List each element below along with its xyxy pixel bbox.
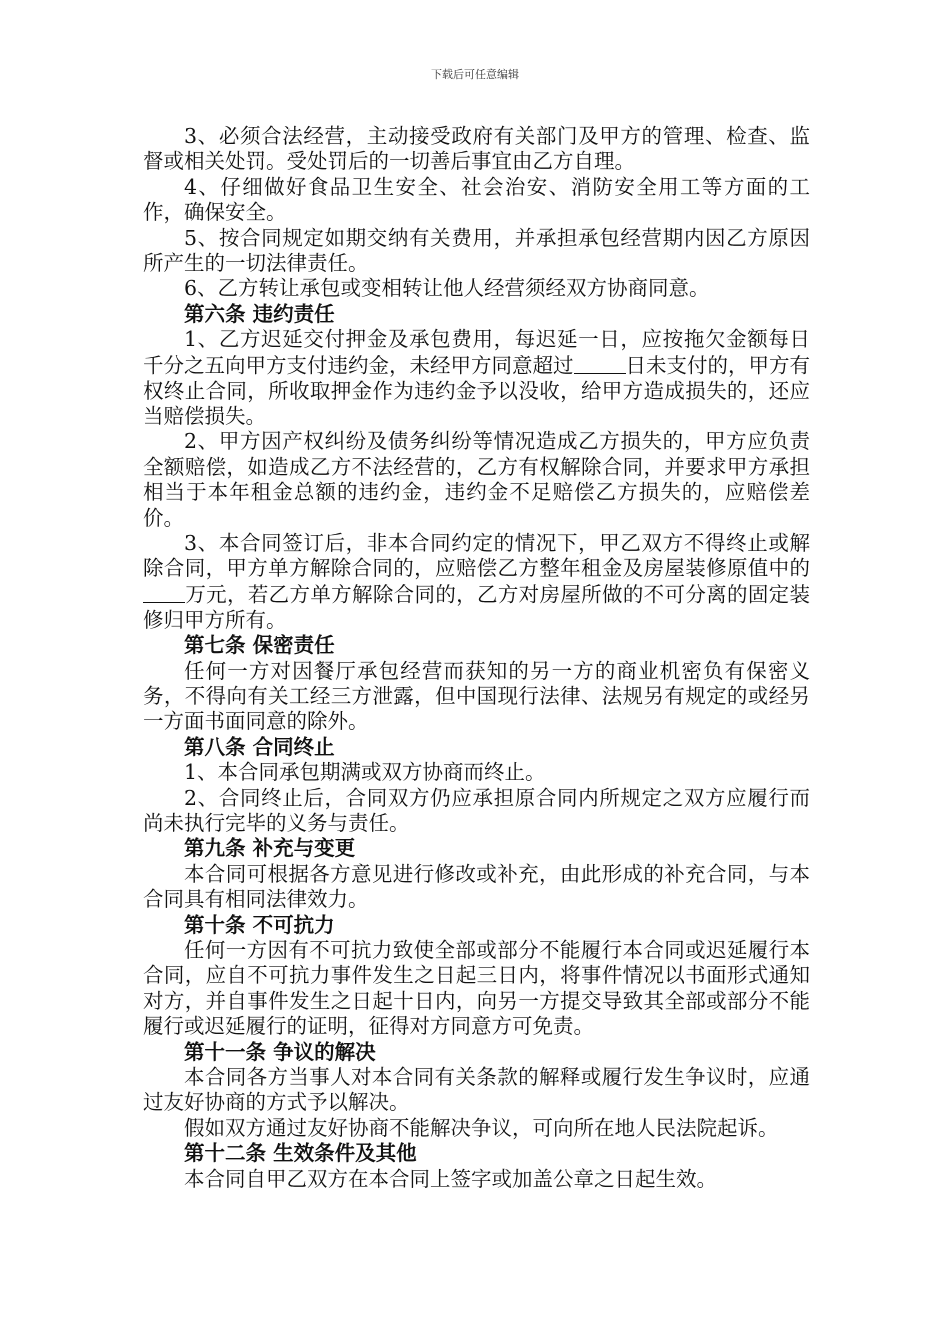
fill-in-blank bbox=[143, 582, 185, 604]
paragraph: 2、合同终止后，合同双方仍应承担原合同内所规定之双方应履行而尚未执行完毕的义务与责任。 bbox=[143, 785, 810, 835]
section-heading: 第十一条 争议的解决 bbox=[184, 1039, 376, 1064]
section-heading: 第十二条 生效条件及其他 bbox=[184, 1141, 417, 1166]
section-heading: 第九条 补充与变更 bbox=[184, 836, 356, 861]
paragraph bbox=[143, 531, 810, 633]
paragraph: 6、乙方转让承包或变相转让他人经营须经双方协商同意。 bbox=[184, 276, 710, 301]
section-heading: 第七条 保密责任 bbox=[184, 633, 335, 658]
paragraph: 2、甲方因产权纠纷及债务纠纷等情况造成乙方损失的，甲方应负责全额赔偿，如造成乙方不法经营的，乙方有权解除合同，并要求甲方承担相当于本年租金总额的违约金，违约金不足赔偿乙方损失的，应赔偿差价。 bbox=[143, 429, 810, 530]
paragraph: 1、本合同承包期满或双方协商而终止。 bbox=[184, 760, 546, 785]
paragraph: 本合同自甲乙双方在本合同上签字或加盖公章之日起生效。 bbox=[184, 1166, 717, 1191]
paragraph: 任何一方因有不可抗力致使全部或部分不能履行本合同或迟延履行本合同，应自不可抗力事件发生之日起三日内，将事件情况以书面形式通知对方，并自事件发生之日起十日内，向另一方提交导致其全部或部分不能履行或迟延履行的证明，征得对方同意方可免责。 bbox=[143, 938, 810, 1039]
paragraph: 4、仔细做好食品卫生安全、社会治安、消防安全用工等方面的工作，确保安全。 bbox=[143, 174, 810, 225]
paragraph-text: 日未支付的，甲方有权终止合同，所收取押金作为违约金予以没收，给甲方造成损失的，还应当赔偿损失。 bbox=[143, 353, 810, 428]
paragraph-text: 1、乙方迟延交付押金及承包费用，每迟延一日，应按拖欠金额每日千分之五向甲方支付违约金，未经甲方同意超过 bbox=[143, 327, 810, 378]
page-header: 下载后可任意编辑 bbox=[431, 68, 519, 81]
paragraph: 假如双方通过友好协商不能解决争议，可向所在地人民法院起诉。 bbox=[184, 1115, 779, 1140]
paragraph bbox=[143, 327, 810, 429]
document-body bbox=[143, 124, 810, 1192]
paragraph: 3、必须合法经营，主动接受政府有关部门及甲方的管理、检查、监督或相关处罚。受处罚后的一切善后事宜由乙方自理。 bbox=[143, 124, 810, 174]
section-heading: 第十条 不可抗力 bbox=[184, 912, 335, 937]
section-heading: 第六条 违约责任 bbox=[184, 301, 335, 326]
paragraph: 任何一方对因餐厅承包经营而获知的另一方的商业机密负有保密义务，不得向有关工经三方泄露，但中国现行法律、法规另有规定的或经另一方面书面同意的除外。 bbox=[143, 658, 810, 734]
paragraph-text: 3、本合同签订后，非本合同约定的情况下，甲乙双方不得终止或解除合同，甲方单方解除合同的，应赔偿乙方整年租金及房屋装修原值中的 bbox=[143, 531, 810, 581]
paragraph-text: 万元，若乙方单方解除合同的，乙方对房屋所做的不可分离的固定装修归甲方所有。 bbox=[143, 582, 810, 632]
paragraph: 本合同可根据各方意见进行修改或补充，由此形成的补充合同，与本合同具有相同法律效力。 bbox=[143, 861, 810, 912]
paragraph: 本合同各方当事人对本合同有关条款的解释或履行发生争议时，应通过友好协商的方式予以解决。 bbox=[143, 1065, 810, 1115]
section-heading: 第八条 合同终止 bbox=[184, 734, 335, 759]
fill-in-blank bbox=[574, 353, 626, 375]
paragraph: 5、按合同规定如期交纳有关费用，并承担承包经营期内因乙方原因所产生的一切法律责任。 bbox=[143, 225, 810, 276]
